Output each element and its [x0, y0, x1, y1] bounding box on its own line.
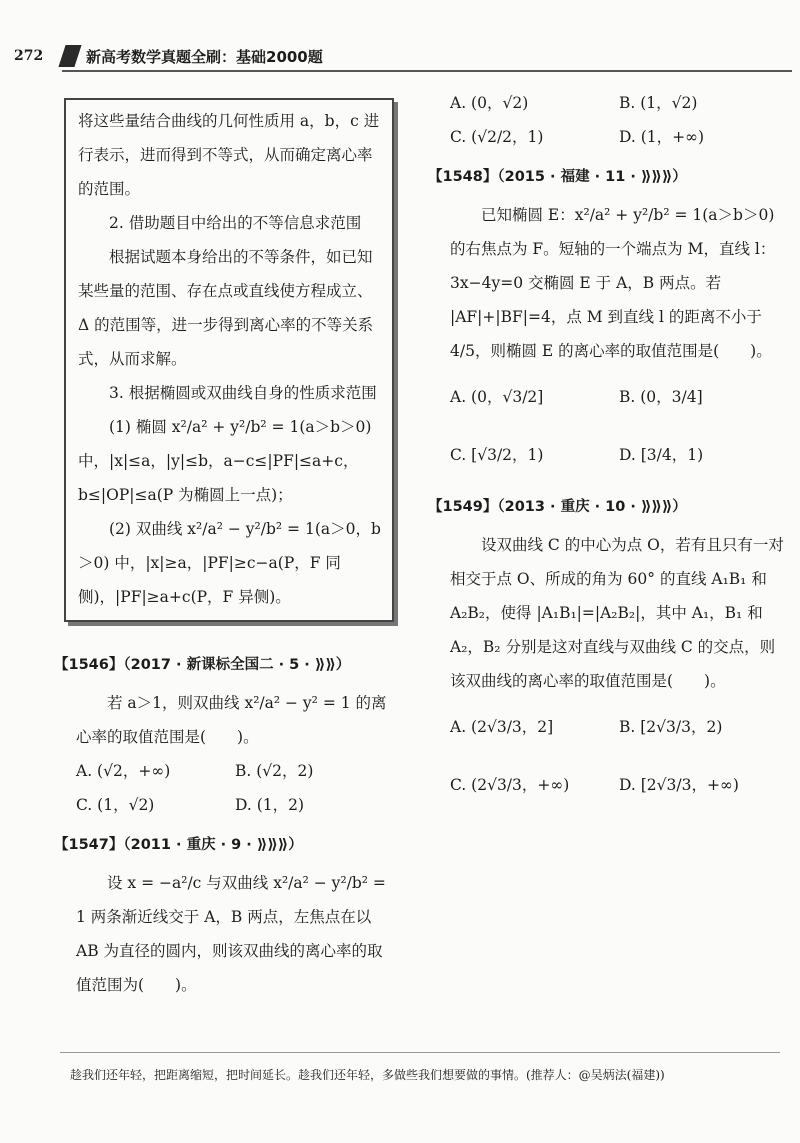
footer-rule	[60, 1052, 780, 1053]
question-1549	[428, 490, 788, 814]
box-line: (2) 双曲线 x²/a² − y²/b² = 1(a＞0，b＞0) 中，|x|≥a，|PF|≥c−a(P，F 同侧)，|PF|≥a+c(P，F 异侧)。	[78, 520, 381, 606]
question-heading: 【1547】（2011 · 重庆 · 9 · ⟫⟫⟫）	[54, 837, 303, 853]
method-summary-box	[64, 98, 394, 622]
answer-options	[438, 698, 788, 814]
question-1547	[54, 828, 394, 1002]
question-1548	[428, 160, 788, 484]
left-column	[54, 98, 394, 1002]
answer-options	[438, 368, 788, 484]
option-d[interactable]: D. [2√3/3，+∞)	[619, 776, 739, 794]
option-b[interactable]: B. (0，3/4]	[619, 388, 703, 406]
answer-options	[64, 754, 394, 822]
option-a[interactable]: A. (0，√2)	[450, 94, 529, 112]
box-line: (1) 椭圆 x²/a² + y²/b² = 1(a＞b＞0) 中，|x|≤a，|y|≤b，a−c≤|PF|≤a+c，b≤|OP|≤a(P 为椭圆上一点)；	[78, 418, 372, 504]
question-stem: 设 x = −a²/c 与双曲线 x²/a² − y²/b² = 1 两条渐近线交于 A，B 两点，左焦点在以 AB 为直径的圆内，则该双曲线的离心率的取值范围为( )。	[76, 874, 386, 994]
question-heading: 【1546】（2017 · 新课标全国二 · 5 · ⟫⟫）	[54, 657, 351, 673]
question-stem: 设双曲线 C 的中心为点 O，若有且只有一对相交于点 O、所成的角为 60° 的直线 A₁B₁ 和 A₂B₂，使得 |A₁B₁|=|A₂B₂|，其中 A₁，B₁ 和 A₂，B₂ 分别是这对直线与双曲线 C 的交点，则该双曲线的离心率的取值范围是( )。	[450, 536, 784, 690]
question-1546	[54, 648, 394, 822]
header-rule	[62, 70, 792, 72]
option-c[interactable]: C. (2√3/3，+∞)	[450, 776, 570, 794]
option-c[interactable]: C. (√2/2，1)	[450, 128, 544, 146]
option-d[interactable]: D. (1，+∞)	[619, 128, 705, 146]
option-c[interactable]: C. [√3/2，1)	[450, 446, 544, 464]
box-line: 将这些量结合曲线的几何性质用 a，b，c 进行表示，进而得到不等式，从而确定离心率的范围。	[78, 112, 380, 198]
header-slash-decoration	[58, 45, 81, 67]
page-number: 272	[14, 48, 44, 64]
question-heading: 【1549】（2013 · 重庆 · 10 · ⟫⟫⟫）	[428, 499, 687, 515]
question-heading: 【1548】（2015 · 福建 · 11 · ⟫⟫⟫）	[428, 169, 687, 185]
option-b[interactable]: B. (√2，2)	[235, 762, 314, 780]
question-stem: 若 a＞1，则双曲线 x²/a² − y² = 1 的离心率的取值范围是( )。	[76, 694, 387, 746]
answer-options-1547	[438, 86, 788, 154]
box-line: 2. 借助题目中给出的不等信息求范围	[109, 214, 362, 232]
option-d[interactable]: D. (1，2)	[235, 796, 305, 814]
box-line: 3. 根据椭圆或双曲线自身的性质求范围	[109, 384, 377, 402]
book-header	[62, 45, 323, 67]
option-a[interactable]: A. (2√3/3，2]	[450, 718, 554, 736]
option-d[interactable]: D. [3/4，1)	[619, 446, 704, 464]
box-line: 根据试题本身给出的不等条件，如已知某些量的范围、存在点或直线使方程成立、Δ 的范围等，进一步得到离心率的不等关系式，从而求解。	[78, 248, 374, 368]
option-a[interactable]: A. (√2，+∞)	[76, 762, 171, 780]
option-b[interactable]: B. (1，√2)	[619, 94, 698, 112]
option-a[interactable]: A. (0，√3/2]	[450, 388, 544, 406]
option-b[interactable]: B. [2√3/3，2)	[619, 718, 723, 736]
footer-quote: 趁我们还年轻，把距离缩短，把时间延长。趁我们还年轻，多做些我们想要做的事情。(推荐人：@吴炳法(福建))	[70, 1068, 665, 1082]
right-column	[428, 86, 788, 814]
option-c[interactable]: C. (1，√2)	[76, 796, 155, 814]
question-stem: 已知椭圆 E：x²/a² + y²/b² = 1(a＞b＞0) 的右焦点为 F。短轴的一个端点为 M，直线 l：3x−4y=0 交椭圆 E 于 A，B 两点。若 |AF|+|BF|=4，点 M 到直线 l 的距离不小于 4/5，则椭圆 E 的离心率的取值范围是( )。	[450, 206, 776, 360]
book-title: 新高考数学真题全刷：基础2000题	[86, 47, 323, 66]
